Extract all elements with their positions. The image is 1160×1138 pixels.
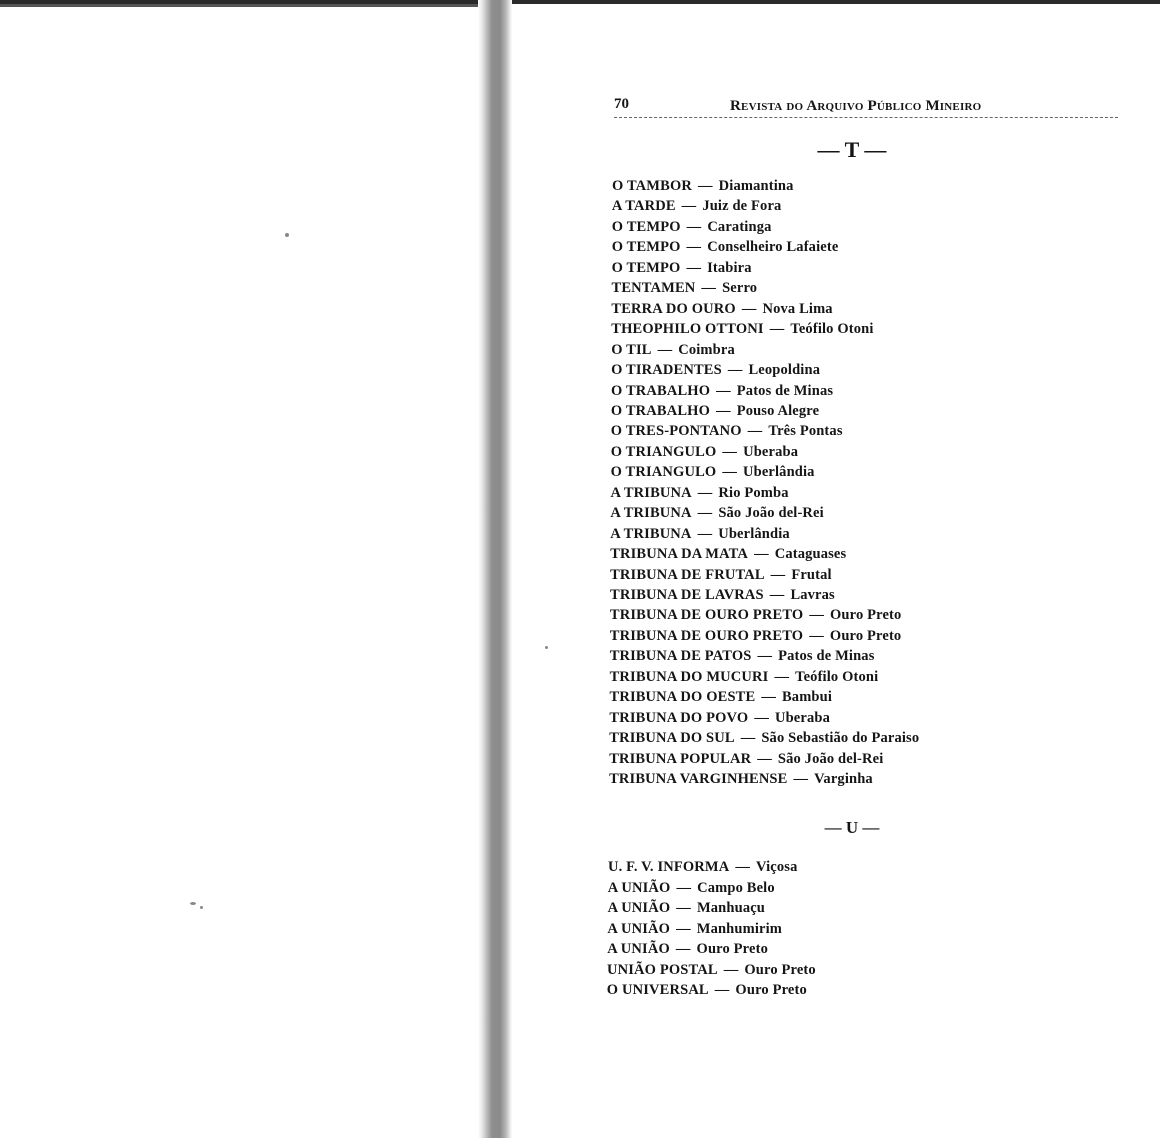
entry-separator: —	[701, 280, 717, 297]
entry-title: TRIBUNA DO SUL	[609, 730, 735, 747]
entry-separator: —	[686, 218, 702, 235]
entry-place: Teófilo Otoni	[790, 321, 874, 338]
entry-place: Uberaba	[774, 709, 830, 726]
entry-item	[607, 961, 816, 979]
entry-place: Patos de Minas	[778, 648, 875, 665]
entry-separator: —	[754, 709, 769, 726]
entry-place: Manhumirim	[696, 920, 783, 937]
entry-title: O TEMPO	[611, 259, 681, 276]
entry-item	[607, 920, 782, 938]
entry-title: A TRIBUNA	[610, 505, 692, 522]
entry-item	[610, 688, 833, 706]
entry-item	[610, 668, 879, 686]
dust-speck	[200, 906, 203, 909]
entry-item	[611, 300, 832, 318]
entry-title: A UNIÃO	[607, 879, 671, 896]
entry-title: TRIBUNA DE OURO PRETO	[609, 627, 804, 644]
entry-item	[610, 586, 835, 604]
entry-item	[612, 238, 839, 256]
entry-item	[612, 218, 772, 236]
entry-item	[610, 606, 902, 624]
entry-title: O TEMPO	[611, 239, 681, 256]
entry-title: O TRABALHO	[611, 382, 711, 399]
entry-item	[608, 899, 765, 917]
entry-place: Ouro Preto	[744, 961, 816, 978]
entry-place: Ouro Preto	[829, 627, 902, 644]
entry-item	[610, 504, 823, 522]
entry-separator: —	[716, 402, 731, 419]
entry-separator: —	[676, 920, 691, 937]
entry-item	[611, 402, 819, 420]
entry-separator: —	[676, 879, 692, 896]
entry-separator: —	[769, 321, 785, 338]
entry-title: UNIÃO POSTAL	[607, 961, 718, 978]
entry-item	[610, 545, 846, 563]
entry-item	[611, 484, 789, 502]
entry-separator: —	[809, 627, 824, 644]
book-spine-gutter	[478, 0, 512, 1138]
dust-speck	[285, 233, 289, 237]
entry-separator: —	[697, 505, 713, 522]
entry-place: Diamantina	[718, 178, 794, 194]
entry-place: Nova Lima	[762, 300, 833, 317]
entry-item	[612, 177, 794, 195]
entry-separator: —	[716, 382, 731, 399]
entry-separator: —	[809, 607, 824, 624]
entry-title: TRIBUNA DO POVO	[609, 709, 749, 726]
entry-place: Ouro Preto	[829, 607, 902, 624]
section-heading-t: — T —	[817, 137, 887, 162]
entry-item	[612, 197, 782, 215]
entry-place: Juiz de Fora	[702, 198, 782, 215]
entry-title: U. F. V. INFORMA	[608, 859, 730, 875]
entry-item	[610, 627, 902, 645]
entry-item	[611, 382, 833, 400]
entry-item	[609, 750, 883, 768]
entry-place: Serro	[722, 280, 758, 297]
entry-separator: —	[754, 546, 769, 563]
entry-place: Rio Pomba	[718, 484, 789, 501]
entry-separator: —	[727, 362, 743, 379]
entry-separator: —	[697, 525, 713, 542]
entry-place: Patos de Minas	[736, 382, 834, 399]
entry-title: TRIBUNA DO MUCURI	[609, 668, 769, 685]
entry-separator: —	[774, 668, 790, 685]
entry-item	[610, 647, 875, 665]
header-rule	[614, 117, 1118, 119]
entry-place: Ouro Preto	[696, 941, 768, 957]
entry-place: Conselheiro Lafaiete	[707, 239, 839, 256]
entry-place: São João del-Rei	[718, 505, 824, 522]
entry-separator: —	[735, 859, 751, 875]
entry-item	[607, 981, 807, 999]
entry-separator: —	[723, 961, 739, 978]
entry-title: O TAMBOR	[612, 178, 693, 194]
entry-title: TRIBUNA DA MATA	[610, 546, 749, 563]
entry-separator: —	[770, 566, 786, 583]
entry-title: A TRIBUNA	[610, 484, 692, 501]
running-title: Revista do Arquivo Público Mineiro	[730, 98, 982, 114]
entry-title: TRIBUNA DO OESTE	[609, 689, 756, 706]
entry-place: Varginha	[814, 771, 873, 788]
entry-item	[611, 443, 798, 461]
entry-item	[610, 525, 790, 543]
entry-place: Pouso Alegre	[736, 402, 820, 419]
entry-title: A UNIÃO	[607, 920, 671, 937]
entry-item	[608, 858, 797, 876]
entry-item	[611, 361, 820, 379]
entry-place: Cataguases	[774, 546, 847, 563]
entry-separator: —	[757, 648, 773, 665]
entry-separator: —	[740, 730, 756, 747]
entry-place: Manhuaçu	[696, 900, 766, 916]
entry-title: TRIBUNA DE PATOS	[609, 648, 752, 665]
entry-separator: —	[675, 941, 691, 957]
entry-separator: —	[757, 750, 772, 767]
entry-place: Leopoldina	[748, 362, 821, 379]
entry-item	[611, 320, 873, 338]
entry-place: Frutal	[791, 566, 832, 583]
entry-place: Uberlândia	[742, 464, 815, 481]
dust-speck	[545, 646, 548, 649]
entry-item	[611, 463, 815, 481]
entry-title: TRIBUNA DE FRUTAL	[610, 566, 765, 583]
entry-item	[607, 940, 768, 958]
entry-title: TRIBUNA POPULAR	[609, 750, 752, 767]
entry-separator: —	[676, 900, 691, 916]
entry-title: TENTAMEN	[611, 280, 696, 297]
entry-place: Itabira	[707, 259, 752, 276]
entry-title: O TIRADENTES	[611, 362, 722, 379]
entry-title: THEOPHILO OTTONI	[611, 321, 764, 338]
entry-separator: —	[697, 484, 713, 501]
entry-place: Teófilo Otoni	[795, 668, 879, 685]
entry-item	[609, 770, 873, 788]
entry-place: Uberlândia	[718, 525, 790, 542]
entry-title: O TIL	[611, 341, 652, 358]
page-number: 70	[614, 96, 629, 112]
entry-title: A UNIÃO	[607, 900, 671, 916]
entry-title: TERRA DO OURO	[611, 300, 736, 317]
entry-title: O TRES-PONTANO	[610, 423, 742, 440]
entry-separator: —	[657, 341, 673, 358]
entry-title: O TRIANGULO	[610, 443, 717, 460]
entry-title: O TEMPO	[611, 218, 681, 235]
dust-speck	[190, 902, 196, 905]
entry-title: A UNIÃO	[607, 941, 670, 957]
entry-separator: —	[722, 443, 738, 460]
entry-title: O TRIANGULO	[610, 464, 717, 481]
section-heading-u: — U —	[824, 818, 880, 837]
entry-separator: —	[698, 178, 713, 194]
entry-item	[611, 341, 735, 359]
page-header	[614, 96, 1118, 120]
entry-place: Três Pontas	[768, 423, 843, 440]
entry-title: TRIBUNA DE OURO PRETO	[609, 607, 804, 624]
entry-item	[611, 422, 843, 440]
entry-title: TRIBUNA VARGINHENSE	[609, 771, 788, 788]
entry-place: Viçosa	[756, 859, 798, 875]
entry-separator: —	[793, 771, 809, 788]
entry-place: Bambui	[781, 689, 833, 706]
entry-place: Caratinga	[707, 218, 772, 235]
entry-item	[612, 279, 758, 297]
entry-place: São João del-Rei	[777, 750, 884, 767]
entry-separator: —	[761, 689, 776, 706]
entry-item	[609, 709, 830, 727]
entry-title: A TRIBUNA	[610, 525, 692, 542]
entry-separator: —	[741, 300, 757, 317]
entry-place: Lavras	[790, 587, 835, 603]
entry-separator: —	[722, 464, 737, 481]
entry-place: São Sebastião do Paraiso	[761, 730, 920, 747]
entry-place: Ouro Preto	[735, 982, 807, 998]
entry-item	[609, 729, 919, 747]
entry-separator: —	[681, 198, 697, 215]
entry-item	[610, 566, 832, 584]
entry-item	[608, 879, 775, 897]
entry-title: O TRABALHO	[610, 402, 711, 419]
entry-separator: —	[686, 259, 702, 276]
entry-title: TRIBUNA DE LAVRAS	[610, 587, 764, 603]
entry-separator: —	[686, 239, 702, 256]
entry-separator: —	[714, 982, 730, 998]
entry-separator: —	[747, 423, 763, 440]
top-edge-shadow-left	[0, 4, 480, 7]
entry-place: Coimbra	[678, 341, 735, 358]
entry-title: O UNIVERSAL	[606, 982, 709, 998]
entry-place: Uberaba	[743, 443, 799, 460]
entry-place: Campo Belo	[697, 879, 775, 896]
entry-separator: —	[769, 587, 785, 603]
entry-item	[612, 259, 752, 277]
entry-title: A TARDE	[611, 198, 676, 215]
